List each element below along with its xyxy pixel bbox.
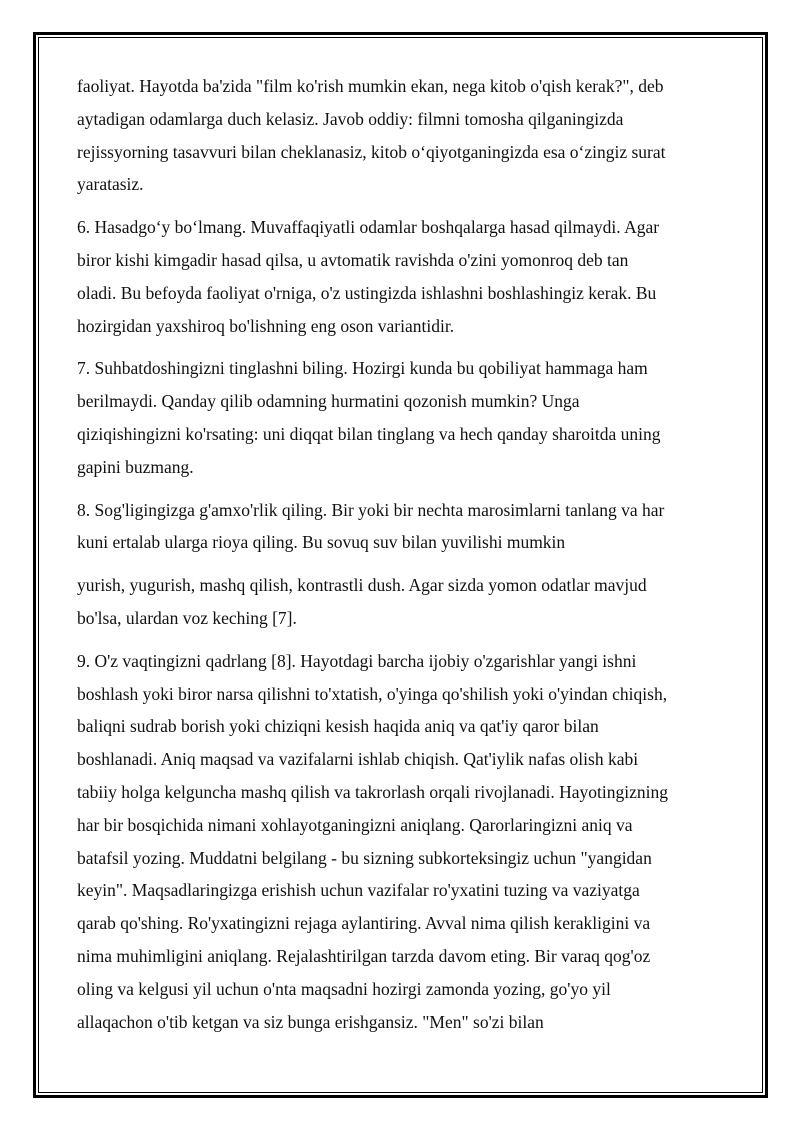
text-line: baliqni sudrab borish yoki chiziqni kesish haqida aniq va qat'iy qaror bilan (77, 716, 599, 737)
text-line: kuni ertalab ularga rioya qiling. Bu sovuq suv bilan yuvilishi mumkin (77, 532, 566, 553)
text-line: oladi. Bu befoyda faoliyat o'rniga, o'z ustingizda ishlashni boshlashingiz kerak. Bu (77, 282, 657, 303)
text-line: tabiiy holga kelguncha mashq qilish va takrorlash orqali rivojlanadi. Hayotingizning (77, 781, 668, 802)
text-line: qiziqishingizni ko'rsating: uni diqqat bilan tinglang va hech qanday sharoitda uning (77, 423, 661, 444)
paragraph (77, 645, 729, 1039)
text-line: berilmaydi. Qanday qilib odamning hurmatini qozonish mumkin? Unga (77, 391, 580, 412)
text-line: yurish, yugurish, mashq qilish, kontrastli dush. Agar sizda yomon odatlar mavjud (77, 575, 647, 596)
text-line: gapini buzmang. (77, 456, 194, 477)
text-line: yaratasiz. (77, 174, 144, 195)
text-line: hozirgidan yaxshiroq bo'lishning eng oson variantidir. (77, 315, 455, 336)
text-line: oling va kelgusi yil uchun o'nta maqsadni hozirgi zamonda yozing, go'yo yil (77, 978, 611, 999)
text-line: 8. Sog'ligingizga g'amxo'rlik qiling. Bir yoki bir nechta marosimlarni tanlang va har (77, 499, 665, 520)
paragraph (77, 352, 729, 483)
text-line: nima muhimligini aniqlang. Rejalashtirilgan tarzda davom eting. Bir varaq qog'oz (77, 945, 651, 966)
text-line: biror kishi kimgadir hasad qilsa, u avtomatik ravishda o'zini yomonroq deb tan (77, 249, 629, 270)
text-line: 7. Suhbatdoshingizni tinglashni biling. Hozirgi kunda bu qobiliyat hammaga ham (77, 358, 648, 379)
text-line: 9. O'z vaqtingizni qadrlang [8]. Hayotdagi barcha ijobiy o'zgarishlar yangi ishni (77, 650, 637, 671)
paragraph (77, 494, 729, 560)
text-line: batafsil yozing. Muddatni belgilang - bu sizning subkorteksingiz uchun "yangidan (77, 847, 652, 868)
paragraph (77, 70, 729, 201)
text-line: rejissyorning tasavvuri bilan cheklanasiz, kitob o‘qiyotganingizda esa o‘zingiz surat (77, 141, 666, 162)
text-line: boshlash yoki biror narsa qilishni to'xtatish, o'yinga qo'shilish yoki o'yindan chiqish, (77, 683, 668, 704)
text-line: qarab qo'shing. Ro'yxatingizni rejaga aylantiring. Avval nima qilish kerakligini va (77, 913, 651, 934)
text-line: faoliyat. Hayotda ba'zida "film ko'rish mumkin ekan, nega kitob o'qish kerak?", deb (77, 76, 664, 96)
text-line: har bir bosqichida nimani xohlayotganingizni aniqlang. Qarorlaringizni aniq va (77, 814, 633, 835)
document-body (77, 70, 729, 1048)
text-line: keyin". Maqsadlaringizga erishish uchun vazifalar ro'yxatini tuzing va vaziyatga (77, 880, 640, 901)
text-line: allaqachon o'tib ketgan va siz bunga erishgansiz. "Men" so'zi bilan (77, 1011, 544, 1032)
text-line: 6. Hasadgo‘y bo‘lmang. Muvaffaqiyatli odamlar boshqalarga hasad qilmaydi. Agar (77, 217, 660, 238)
text-line: bo'lsa, ulardan voz keching [7]. (77, 607, 297, 628)
paragraph (77, 569, 729, 635)
paragraph (77, 211, 729, 342)
text-line: aytadigan odamlarga duch kelasiz. Javob oddiy: filmni tomosha qilganingizda (77, 108, 624, 129)
text-line: boshlanadi. Aniq maqsad va vazifalarni ishlab chiqish. Qat'iylik nafas olish kabi (77, 749, 639, 770)
